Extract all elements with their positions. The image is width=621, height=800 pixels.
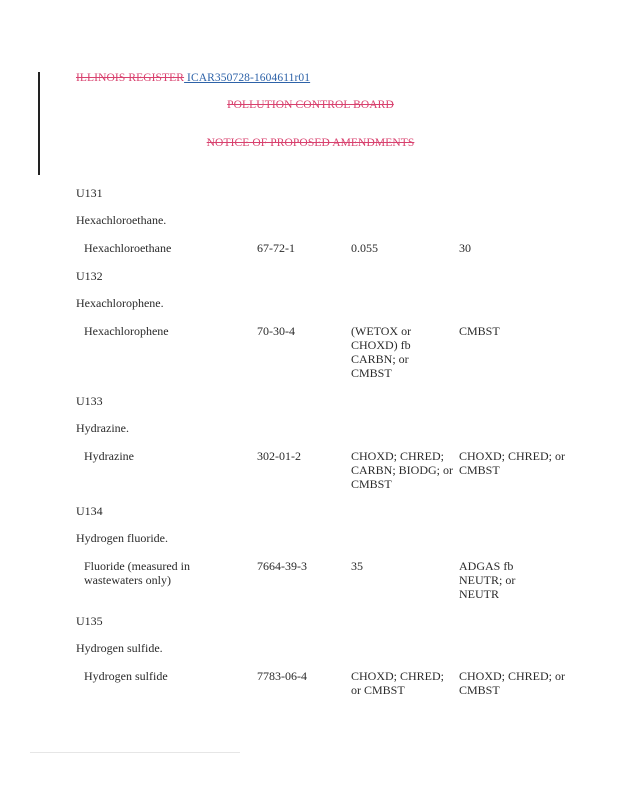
table-row (76, 324, 576, 394)
footer-rule (30, 752, 240, 753)
waste-name: Hydrogen sulfide. (76, 641, 163, 655)
waste-table (76, 186, 576, 699)
table-row (76, 241, 576, 269)
cas-cell: 7664-39-3 (257, 559, 307, 573)
wastewater-cell: 0.055 (351, 241, 378, 255)
board-struck-text: POLLUTION CONTROL BOARD (227, 99, 394, 111)
constituent-cell: Fluoride (measured in wastewaters only) (84, 559, 190, 587)
waste-entry (76, 614, 576, 699)
wastewater-cell: CHOXD; CHRED; CARBN; BIODG; or CMBST (351, 449, 454, 491)
waste-entry (76, 269, 576, 394)
nonwastewater-cell: CHOXD; CHRED; or CMBST (459, 669, 566, 697)
notice-header (0, 137, 621, 149)
waste-name: Hexachlorophene. (76, 296, 164, 310)
wastewater-cell: (WETOX or CHOXD) fb CARBN; or CMBST (351, 324, 412, 380)
cas-cell: 70-30-4 (257, 324, 295, 338)
waste-name: Hydrazine. (76, 421, 129, 435)
waste-entry (76, 186, 576, 269)
wastewater-cell: 35 (351, 559, 363, 573)
wastewater-cell: CHOXD; CHRED; or CMBST (351, 669, 445, 697)
nonwastewater-cell: CMBST (459, 324, 500, 338)
waste-code: U134 (76, 504, 103, 518)
waste-code: U132 (76, 269, 103, 283)
waste-name: Hexachloroethane. (76, 213, 167, 227)
notice-struck-text: NOTICE OF PROPOSED AMENDMENTS (206, 137, 415, 149)
cas-cell: 67-72-1 (257, 241, 295, 255)
register-inserted-text: ICAR350728-1604611r01 (184, 72, 311, 84)
waste-code: U131 (76, 186, 103, 200)
table-row (76, 559, 576, 614)
change-bar (38, 72, 40, 175)
register-header (76, 72, 310, 84)
table-row (76, 669, 576, 699)
constituent-cell: Hydrazine (84, 449, 134, 463)
cas-cell: 302-01-2 (257, 449, 301, 463)
table-row (76, 449, 576, 504)
waste-name: Hydrogen fluoride. (76, 531, 168, 545)
constituent-cell: Hexachloroethane (84, 241, 172, 255)
register-struck-text: ILLINOIS REGISTER (76, 72, 185, 84)
constituent-cell: Hexachlorophene (84, 324, 169, 338)
waste-entry (76, 504, 576, 614)
constituent-cell: Hydrogen sulfide (84, 669, 168, 683)
nonwastewater-cell: ADGAS fb NEUTR; or NEUTR (459, 559, 516, 601)
cas-cell: 7783-06-4 (257, 669, 307, 683)
waste-entry (76, 394, 576, 504)
nonwastewater-cell: CHOXD; CHRED; or CMBST (459, 449, 566, 477)
board-header (0, 99, 621, 111)
waste-code: U135 (76, 614, 103, 628)
nonwastewater-cell: 30 (459, 241, 471, 255)
waste-code: U133 (76, 394, 103, 408)
